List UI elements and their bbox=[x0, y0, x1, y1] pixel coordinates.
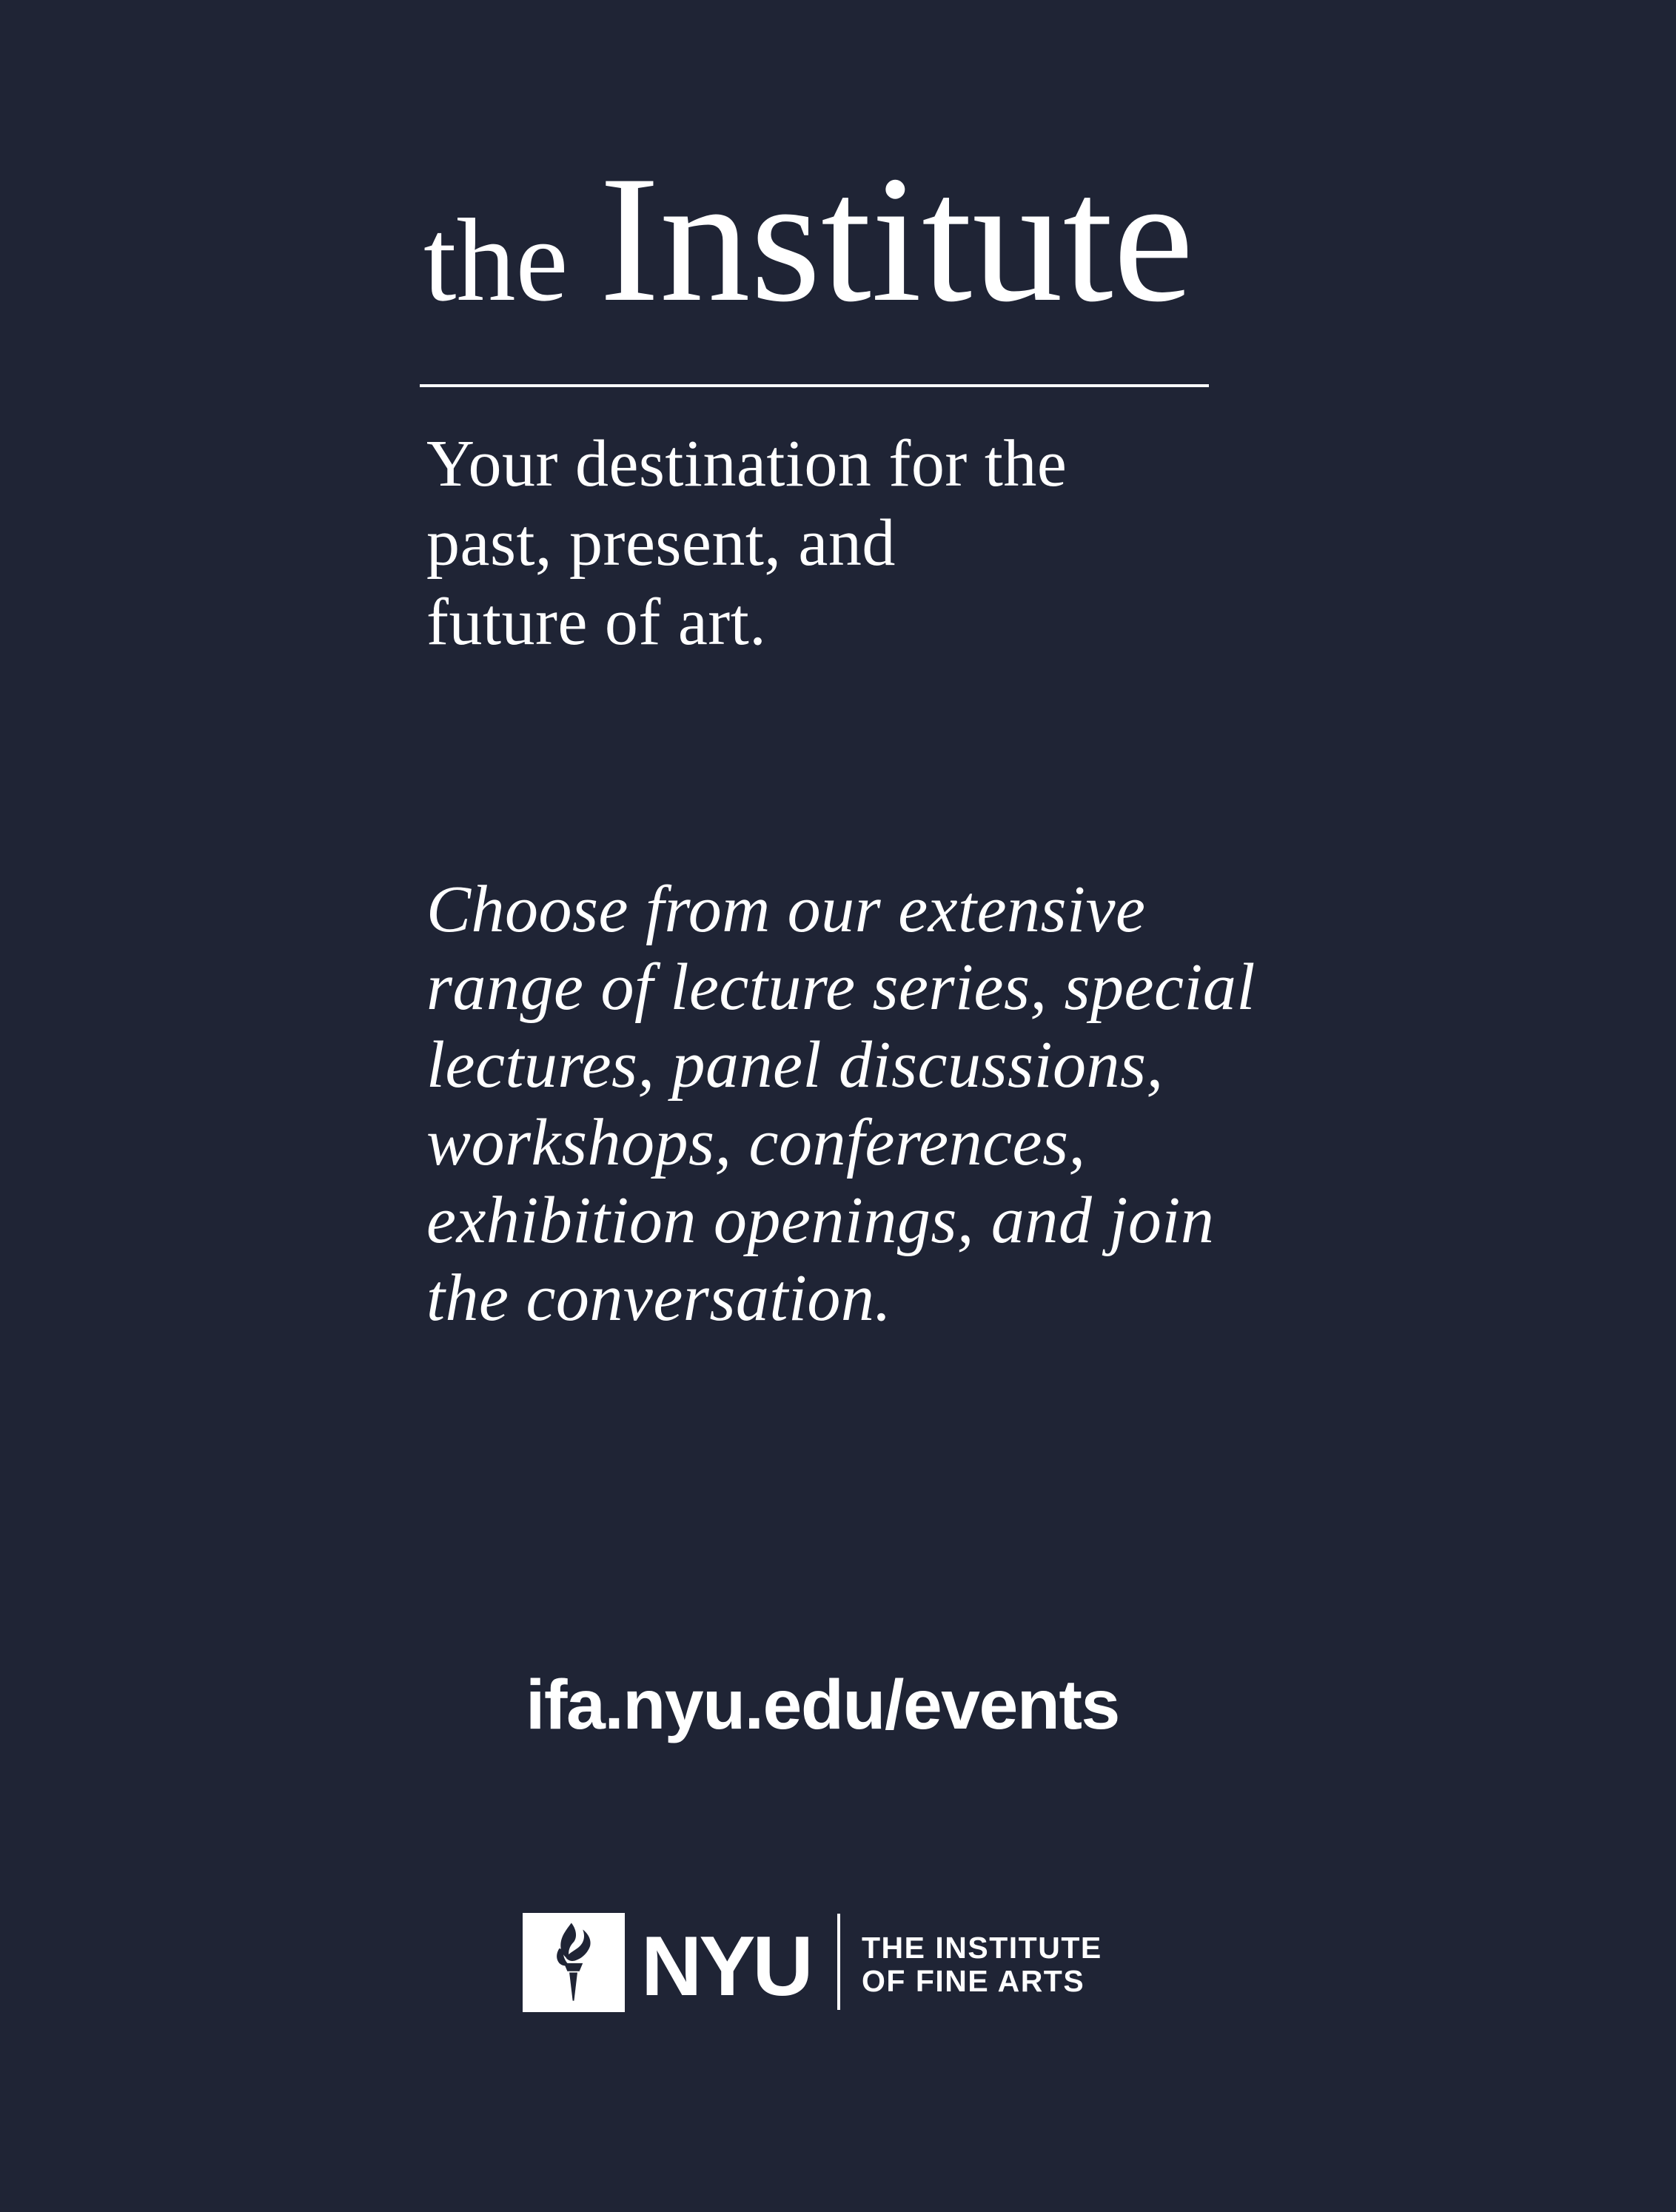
title-main: Institute bbox=[599, 138, 1194, 339]
nyu-torch-box bbox=[523, 1913, 625, 2012]
body-line-5: exhibition openings, and join bbox=[426, 1184, 1215, 1257]
institute-name-line-2: OF FINE ARTS bbox=[862, 1964, 1085, 1998]
nyu-wordmark: NYU bbox=[641, 1920, 811, 2014]
institute-name bbox=[862, 1931, 1102, 1998]
title-divider bbox=[420, 384, 1209, 387]
subtitle-line-3: future of art. bbox=[426, 586, 767, 659]
logo-divider bbox=[837, 1914, 840, 2010]
events-url[interactable]: ifa.nyu.edu/events bbox=[526, 1666, 1119, 1744]
institute-name-line-1: THE INSTITUTE bbox=[862, 1931, 1102, 1965]
body-line-2: range of lecture series, special bbox=[426, 951, 1256, 1024]
body-line-3: lectures, panel discussions, bbox=[426, 1028, 1164, 1102]
subtitle-line-2: past, present, and bbox=[426, 506, 896, 580]
body-line-6: the conversation. bbox=[426, 1261, 892, 1335]
title-prefix: the bbox=[423, 194, 569, 326]
subtitle-line-1: Your destination for the bbox=[426, 427, 1067, 500]
body-line-1: Choose from our extensive bbox=[426, 873, 1146, 946]
body-paragraph bbox=[426, 871, 1256, 1337]
nyu-torch-icon bbox=[540, 1919, 607, 2006]
body-line-4: workshops, conferences, bbox=[426, 1106, 1086, 1179]
title-block bbox=[423, 138, 1194, 339]
subtitle bbox=[426, 424, 1067, 662]
